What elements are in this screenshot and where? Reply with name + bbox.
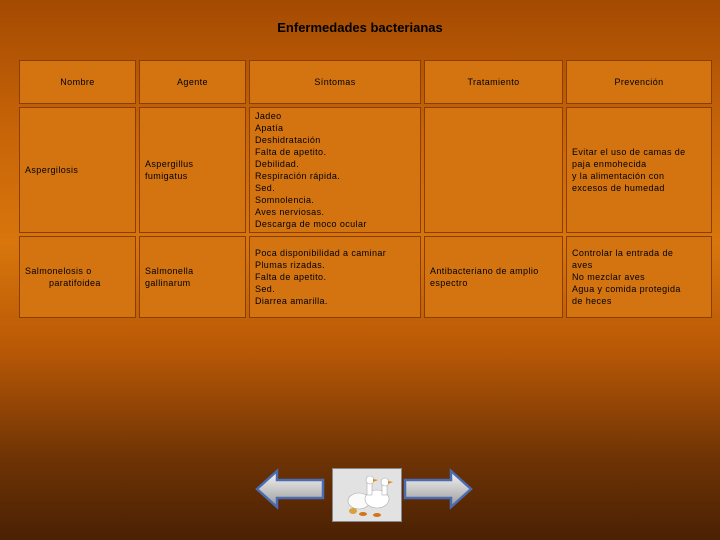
cell-line: Sed. xyxy=(255,183,276,193)
cell-line: espectro xyxy=(430,278,468,288)
header-prevencion: Prevención xyxy=(566,60,712,104)
cell-nombre xyxy=(19,107,136,233)
cell-agente xyxy=(139,107,246,233)
page-title: Enfermedades bacterianas xyxy=(277,20,443,35)
geese-photo-icon xyxy=(332,468,402,522)
cell-line: Antibacteriano de amplio xyxy=(430,266,539,276)
cell-line: Controlar la entrada de xyxy=(572,248,674,258)
cell-agente xyxy=(139,236,246,318)
cell-line: Sed. xyxy=(255,284,276,294)
cell-line: gallinarum xyxy=(145,278,191,288)
cell-tratamiento xyxy=(424,107,563,233)
cell-line: Evitar el uso de camas de xyxy=(572,147,686,157)
cell-line: Debilidad. xyxy=(255,159,300,169)
cell-tratamiento xyxy=(424,236,563,318)
cell-line: Apatía xyxy=(255,123,284,133)
cell-line: Falta de apetito. xyxy=(255,147,327,157)
table-header-row xyxy=(19,60,712,104)
diseases-table xyxy=(16,57,715,321)
table-row xyxy=(19,236,712,318)
cell-line: Descarga de moco ocular xyxy=(255,219,367,229)
cell-line: Jadeo xyxy=(255,111,282,121)
header-sintomas: Síntomas xyxy=(249,60,421,104)
cell-line: Agua y comida protegida xyxy=(572,284,681,294)
previous-arrow-icon[interactable] xyxy=(255,468,325,510)
cell-line: Salmonelosis o xyxy=(25,266,92,276)
cell-line: de heces xyxy=(572,296,612,306)
cell-line: Aspergillus xyxy=(145,159,194,169)
cell-line: Aves nerviosas. xyxy=(255,207,325,217)
cell-line: Diarrea amarilla. xyxy=(255,296,328,306)
cell-line: excesos de humedad xyxy=(572,183,665,193)
cell-sintomas xyxy=(249,236,421,318)
cell-line: Falta de apetito. xyxy=(255,272,327,282)
cell-line: aves xyxy=(572,260,593,270)
cell-line: fumigatus xyxy=(145,171,188,181)
cell-line: Poca disponibilidad a caminar xyxy=(255,248,387,258)
cell-line: Aspergilosis xyxy=(25,165,79,175)
cell-sintomas xyxy=(249,107,421,233)
cell-prevencion xyxy=(566,236,712,318)
cell-line: paratifoidea xyxy=(49,278,101,288)
cell-line: paja enmohecida xyxy=(572,159,647,169)
cell-line: Salmonella xyxy=(145,266,194,276)
cell-line: y la alimentación con xyxy=(572,171,665,181)
cell-nombre xyxy=(19,236,136,318)
cell-line: Respiración rápida. xyxy=(255,171,341,181)
table-row xyxy=(19,107,712,233)
header-agente: Agente xyxy=(139,60,246,104)
cell-prevencion xyxy=(566,107,712,233)
cell-line: No mezclar aves xyxy=(572,272,646,282)
header-nombre: Nombre xyxy=(19,60,136,104)
next-arrow-icon[interactable] xyxy=(403,468,473,510)
cell-line: Somnolencia. xyxy=(255,195,315,205)
header-tratamiento: Tratamiento xyxy=(424,60,563,104)
cell-line: Deshidratación xyxy=(255,135,321,145)
cell-line: Plumas rizadas. xyxy=(255,260,326,270)
